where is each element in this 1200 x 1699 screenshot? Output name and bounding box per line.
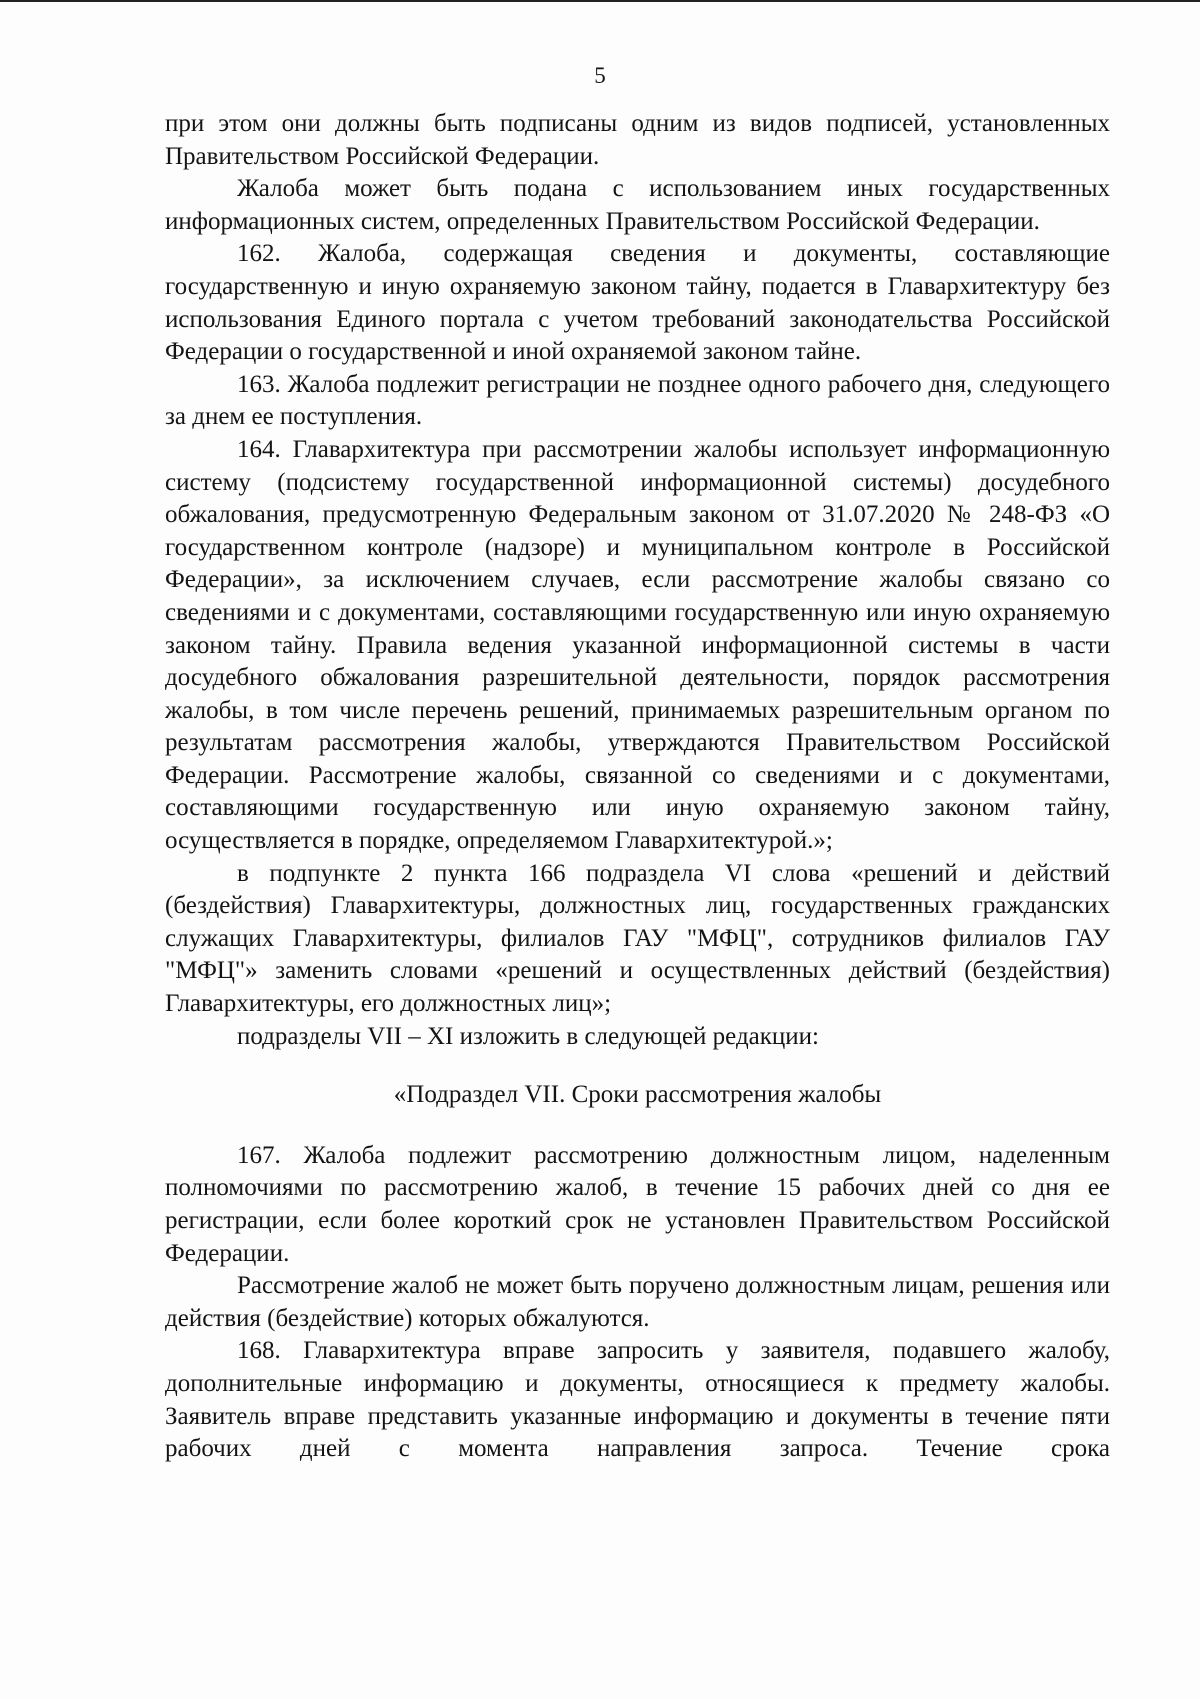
paragraph-164: 164. Главархитектура при рассмотрении жалобы использует информационную систему (подсистему государственной информационной системы) досудебного обжалования, предусмотренную Федеральным законом от 31.07.2020 № 248-ФЗ «О государственном контроле (надзоре) и муниципальном контроле в Российской Федерации», за исключением случаев, если рассмотрение жалобы связано со сведениями и с документами, составляющими государственную или иную охраняемую законом тайну. Правила ведения указанной информационной системы в части досудебного обжалования разрешительной деятельности, порядок рассмотрения жалобы, в том числе перечень решений, принимаемых разрешительным органом по результатам рассмотрения жалобы, утверждаются Правительством Российской Федерации. Рассмотрение жалобы, связанной со сведениями и с документами, составляющими государственную или иную охраняемую законом тайну, осуществляется в порядке, определяемом Главархитектурой.»; bbox=[165, 435, 1110, 855]
paragraph-162: 162. Жалоба, содержащая сведения и документы, составляющие государственную и иную охраняемую законом тайну, подается в Главархитектуру без использования Единого портала с учетом требований законодательства Российской Федерации о государственной и иной охраняемой законом тайне. bbox=[165, 240, 1110, 366]
section-heading: «Подраздел VII. Сроки рассмотрения жалобы bbox=[393, 1081, 882, 1109]
page-number: 5 bbox=[594, 63, 606, 88]
paragraph-subsections-intro: подразделы VII – XI изложить в следующей редакции: bbox=[237, 1022, 819, 1050]
scan-edge bbox=[0, 0, 1200, 2]
paragraph-subpoint-166: в подпункте 2 пункта 166 подраздела VI слова «решений и действий (бездействия) Главархитектуры, должностных лиц, государственных гражданских служащих Главархитектуры, филиалов ГАУ "МФЦ", сотрудников филиалов ГАУ "МФЦ"» заменить словами «решений и осуществленных действий (бездействия) Главархитектуры, его должностных лиц»; bbox=[165, 859, 1110, 1018]
document-body bbox=[165, 108, 1110, 1466]
paragraph-168: 168. Главархитектура вправе запросить у заявителя, подавшего жалобу, дополнительные информацию и документы, относящиеся к предмету жалобы. Заявитель вправе представить указанные информацию и документы в течение пяти рабочих дней с момента направления запроса. Течение срока bbox=[165, 1337, 1110, 1463]
paragraph-complaint-systems: Жалоба может быть подана с использованием иных государственных информационных систем, определенных Правительством Российской Федерации. bbox=[165, 175, 1110, 235]
paragraph-167: 167. Жалоба подлежит рассмотрению должностным лицом, наделенным полномочиями по рассмотрению жалоб, в течение 15 рабочих дней со дня ее регистрации, если более короткий срок не установлен Правительством Российской Федерации. bbox=[165, 1141, 1110, 1267]
paragraph-continuation: при этом они должны быть подписаны одним из видов подписей, установленных Правительством Российской Федерации. bbox=[165, 110, 1110, 170]
paragraph-delegation: Рассмотрение жалоб не может быть поручено должностным лицам, решения или действия (бездействие) которых обжалуются. bbox=[165, 1272, 1110, 1332]
paragraph-163: 163. Жалоба подлежит регистрации не позднее одного рабочего дня, следующего за днем ее поступления. bbox=[165, 370, 1110, 431]
